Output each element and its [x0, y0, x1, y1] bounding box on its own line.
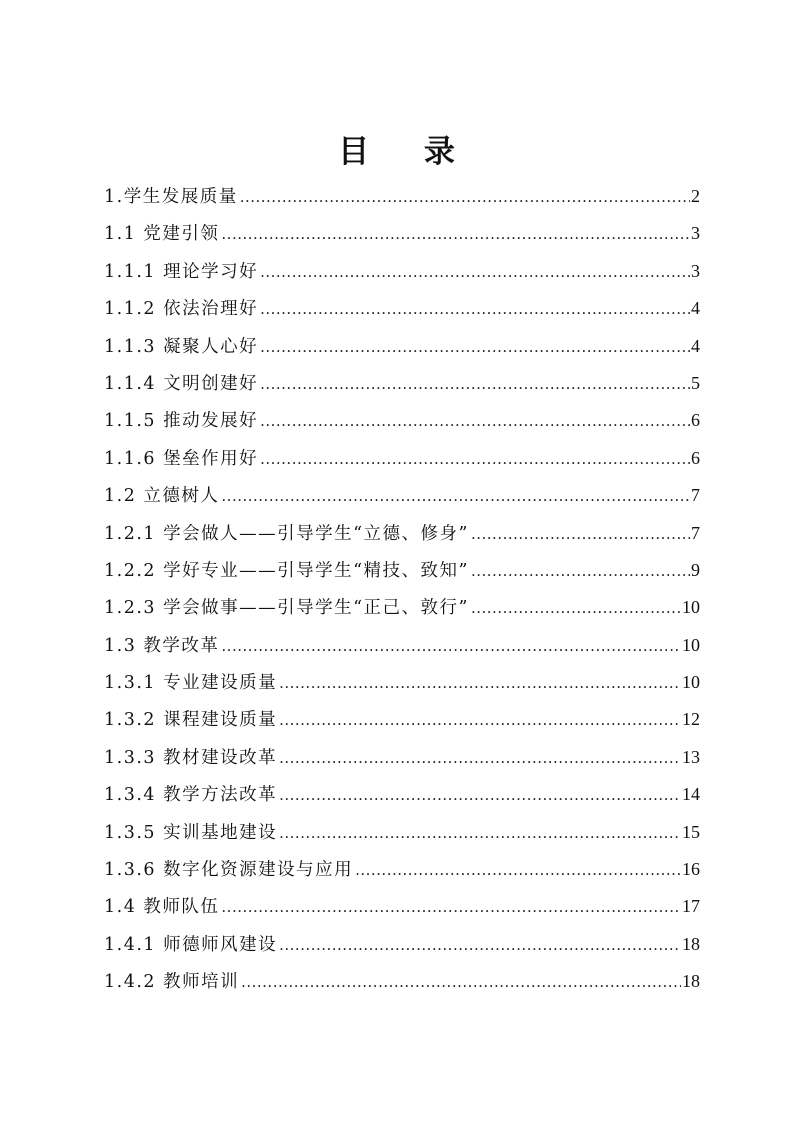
- dot-leader: [221, 889, 681, 926]
- dot-leader: [279, 665, 681, 702]
- dot-leader: [260, 441, 690, 478]
- dot-leader: [260, 291, 690, 328]
- toc-entry-page: 5: [691, 372, 700, 393]
- page-title: 目 录: [338, 134, 477, 170]
- toc-entry-page: 10: [682, 634, 700, 655]
- dot-leader: [471, 590, 681, 627]
- toc-entry-label: 1.4.2 教师培训: [104, 972, 240, 993]
- toc-entry[interactable]: [104, 963, 700, 1000]
- toc-entry-page: 9: [691, 559, 700, 580]
- toc-entry-page: 16: [682, 859, 700, 880]
- toc-entry-page: 18: [682, 933, 700, 954]
- toc-entry-page: 10: [682, 672, 700, 693]
- dot-leader: [279, 740, 681, 777]
- toc-entry[interactable]: [104, 776, 700, 813]
- dot-leader: [260, 329, 690, 366]
- toc-entry-label: 1.2.1 学会做人——引导学生“立德、修身”: [104, 523, 469, 544]
- dot-leader: [279, 702, 681, 739]
- table-of-contents: [104, 178, 700, 1001]
- toc-entry-label: 1.1.1 理论学习好: [104, 261, 259, 282]
- toc-entry-label: 1.3.1 专业建设质量: [104, 673, 278, 694]
- dot-leader: [279, 777, 681, 814]
- toc-entry-page: 10: [682, 597, 700, 618]
- toc-entry[interactable]: [104, 515, 700, 552]
- toc-entry[interactable]: [104, 739, 700, 776]
- toc-entry[interactable]: [104, 627, 700, 664]
- toc-entry[interactable]: [104, 926, 700, 963]
- toc-entry-label: 1.3.2 课程建设质量: [104, 710, 278, 731]
- toc-entry-page: 3: [691, 260, 700, 281]
- toc-entry-label: 1.3.3 教材建设改革: [104, 747, 278, 768]
- toc-entry-label: 1.3.6 数字化资源建设与应用: [104, 860, 354, 881]
- toc-entry-label: 1.4.1 师德师风建设: [104, 934, 278, 955]
- dot-leader: [260, 366, 690, 403]
- toc-entry-page: 2: [691, 186, 700, 206]
- toc-entry[interactable]: [104, 440, 700, 477]
- toc-entry[interactable]: [104, 290, 700, 327]
- toc-entry[interactable]: [104, 178, 700, 215]
- toc-entry-label: 1.1.6 堡垒作用好: [104, 448, 259, 469]
- toc-entry[interactable]: [104, 552, 700, 589]
- dot-leader: [221, 478, 690, 515]
- toc-entry-label: 1.2.2 学好专业——引导学生“精技、致知”: [104, 560, 469, 581]
- toc-entry[interactable]: [104, 589, 700, 626]
- toc-entry[interactable]: [104, 664, 700, 701]
- toc-entry-label: 1.1.5 推动发展好: [104, 411, 259, 432]
- dot-leader: [471, 553, 690, 590]
- toc-entry[interactable]: [104, 888, 700, 925]
- toc-entry-label: 1.3 教学改革: [104, 635, 220, 656]
- toc-entry[interactable]: [104, 365, 700, 402]
- toc-entry[interactable]: [104, 851, 700, 888]
- toc-entry-label: 1.2 立德树人: [104, 486, 220, 507]
- toc-entry-label: 1.学生发展质量: [104, 187, 238, 207]
- dot-leader: [241, 964, 681, 1001]
- toc-entry-page: 4: [691, 298, 700, 319]
- dot-leader: [279, 815, 681, 852]
- toc-entry-page: 6: [691, 410, 700, 431]
- dot-leader: [260, 403, 690, 440]
- dot-leader: [279, 927, 681, 964]
- toc-entry-page: 7: [691, 522, 700, 543]
- toc-entry-label: 1.1.2 依法治理好: [104, 299, 259, 320]
- toc-entry-label: 1.4 教师队伍: [104, 897, 220, 918]
- toc-entry-page: 13: [682, 746, 700, 767]
- toc-entry[interactable]: [104, 477, 700, 514]
- dot-leader: [221, 628, 681, 665]
- toc-entry-page: 7: [691, 485, 700, 506]
- dot-leader: [471, 516, 690, 553]
- dot-leader: [221, 216, 690, 253]
- toc-entry-page: 12: [682, 709, 700, 730]
- toc-entry-page: 6: [691, 447, 700, 468]
- dot-leader: [260, 254, 690, 291]
- toc-entry-label: 1.1.3 凝聚人心好: [104, 336, 259, 357]
- toc-entry-label: 1.1.4 文明创建好: [104, 373, 259, 394]
- toc-entry-page: 4: [691, 335, 700, 356]
- toc-entry-page: 17: [682, 896, 700, 917]
- toc-entry-label: 1.3.4 教学方法改革: [104, 785, 278, 806]
- toc-entry-page: 3: [691, 223, 700, 244]
- toc-entry-label: 1.2.3 学会做事——引导学生“正己、敦行”: [104, 598, 469, 619]
- toc-entry-label: 1.1 党建引领: [104, 224, 220, 245]
- dot-leader: [240, 179, 690, 216]
- toc-entry[interactable]: [104, 215, 700, 252]
- dot-leader: [355, 852, 681, 889]
- toc-entry-page: 18: [682, 971, 700, 992]
- toc-entry[interactable]: [104, 328, 700, 365]
- toc-entry[interactable]: [104, 701, 700, 738]
- toc-entry[interactable]: [104, 814, 700, 851]
- toc-entry-page: 15: [682, 821, 700, 842]
- toc-entry-page: 14: [682, 784, 700, 805]
- toc-entry[interactable]: [104, 402, 700, 439]
- toc-entry[interactable]: [104, 253, 700, 290]
- toc-entry-label: 1.3.5 实训基地建设: [104, 822, 278, 843]
